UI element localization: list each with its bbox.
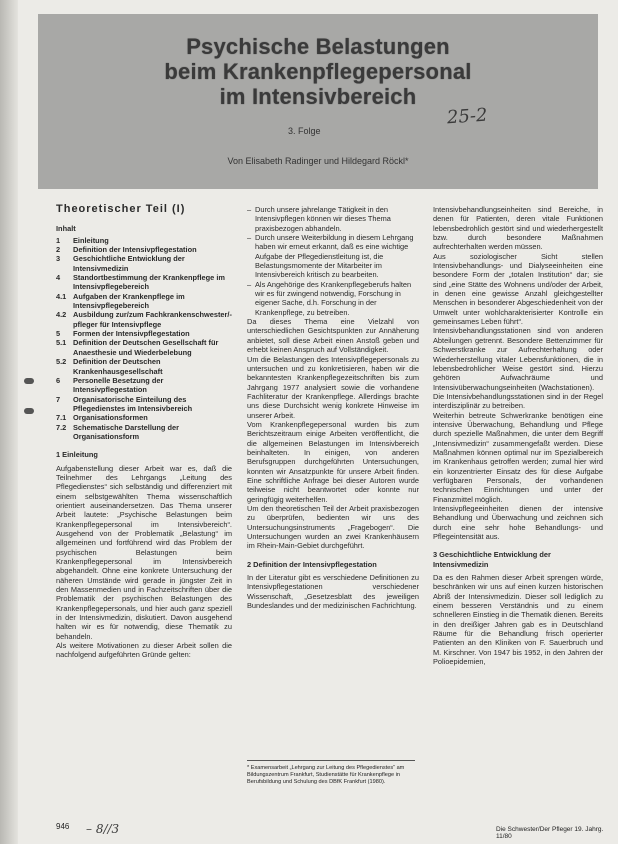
toc-number: 3	[56, 254, 61, 264]
toc-title: Definition der Deutschen Krankenhausgesellschaft	[73, 357, 163, 376]
paragraph: Die Intensivbehandlungsstationen sind in der Regel interdisziplinär zu betreiben.	[433, 391, 603, 411]
toc-title: Aufgaben der Krankenpflege im Intensivpflegebereich	[73, 291, 185, 311]
toc-entry	[56, 357, 232, 376]
toc-entry	[56, 245, 232, 254]
heading-einleitung: 1 Einleitung	[56, 450, 98, 460]
toc-number: 6	[56, 375, 61, 385]
section-heading: Theoretischer Teil (I)	[56, 203, 186, 215]
paragraph: Vom Krankenpflegepersonal wurden bis zum Berichtszeitraum einige Arbeiten veröffentlicht, die die allgemeinen Belastungen im Intensivbereich beinhalteten. In einigen, von anderen Berufsgruppen durchgeführten Untersuchungen, konnten wir Ansatzpunkte für unsere Arbeit finden. Eine schriftliche Anfrage bei dieser Autoren wurde teilweise nicht beantwortet oder konnte nur geringfügig weiterhelfen.	[247, 419, 419, 504]
toc-number: 7.2	[56, 422, 67, 432]
toc-title: Definition der Deutschen Gesellschaft für Anaesthesie und Wiederbelebung	[73, 338, 219, 357]
page-binding-shadow	[0, 0, 18, 844]
toc-number: 4.2	[56, 310, 67, 320]
toc-title: Formen der Intensivpflegestation	[73, 329, 190, 339]
hole-punch-mark	[24, 408, 34, 414]
toc-number: 1	[56, 235, 61, 245]
toc-number: 5.2	[56, 357, 67, 367]
toc-number: 4.1	[56, 291, 67, 301]
paragraph: Da es den Rahmen dieser Arbeit sprengen würde, beschränken wir uns auf einen kurzen historischen Abriß der Intensivmedizin. Dieser soll lediglich zu einem besseren Verständnis und zu einem schnelleren Einstieg in die Thematik dienen. Bereits in den dreißiger Jahren gab es in Deutschland Räume für die Behandlung frisch operierter Patienten an den Kliniken von F. Sauerbruch und M. Kirschner. Von 1947 bis 1952, in den Jahren der Polioepidemien,	[433, 573, 603, 667]
toc-title: Organisatorische Einteilung des Pflegedienstes im Intensivbereich	[73, 394, 193, 413]
authors-line: Von Elisabeth Radinger und Hildegard Röckl*	[227, 156, 409, 166]
toc-number: 4	[56, 273, 61, 283]
heading-geschichte: 3 Geschichtliche Entwicklung der Intensivmedizin	[433, 550, 551, 569]
paragraph: Da dieses Thema eine Vielzahl von unterschiedlichen Gesichtspunkten zur Annäherung anbietet, soll diese Arbeit einen Anstoß geben und erhebt keinen Anspruch auf Vollständigkeit.	[247, 317, 419, 355]
paragraph: Intensivbehandlungseinheiten sind Bereiche, in denen für Patienten, deren vitale Funktionen lebensbedrohlich gestört sind und wiederhergestellt bzw. durch besondere Maßnahmen aufrechterhalten werden müssen.	[433, 205, 603, 252]
toc-title: Organisationsformen	[73, 413, 148, 423]
toc-entry	[56, 254, 232, 273]
series-part: 3. Folge	[288, 126, 321, 136]
toc-title: Schematische Darstellung der Organisationsform	[73, 422, 179, 441]
toc-entry	[56, 423, 232, 442]
column-3	[433, 205, 603, 667]
paragraph: Als weitere Motivationen zu dieser Arbeit sollen die nachfolgend aufgeführten Gründe gelten:	[56, 641, 232, 660]
toc-title: Standortbestimmung der Krankenpflege im Intensivpflegebereich	[73, 273, 225, 292]
column-2	[247, 205, 419, 610]
contents-heading: Inhalt	[56, 224, 76, 234]
table-of-contents	[56, 236, 232, 442]
toc-title: Geschichtliche Entwicklung der Intensivmedizin	[73, 254, 185, 273]
hole-punch-mark	[24, 378, 34, 384]
handwritten-page-note: – 8//3	[86, 822, 120, 836]
toc-entry	[56, 329, 232, 338]
list-item: – Durch unsere jahrelange Tätigkeit in den Intensivpflegen können wir dieses Thema praxisbezogen abhandeln.	[247, 205, 391, 233]
heading-definition: 2 Definition der Intensivpflegestation	[247, 559, 377, 569]
article-header	[38, 14, 598, 189]
toc-entry	[56, 395, 232, 414]
toc-entry	[56, 292, 232, 311]
toc-entry	[56, 310, 232, 329]
toc-title: Personelle Besetzung der Intensivpflegestation	[73, 375, 164, 395]
toc-entry	[56, 236, 232, 245]
title-line-2: beim Krankenpflegepersonal	[164, 59, 472, 84]
paragraph: Aufgabenstellung dieser Arbeit war es, daß die Teilnehmer des Lehrgangs „Leitung des Pflegedienstes“ sich selbständig und differenziert mit einem selbstgewählten Thema wissenschaftlich orientiert auseinandersetzen. Das Thema unserer Arbeit lautete: „Psychische Belastungen beim Krankenpflegepersonal im Intensivbereich“. Ausgehend von der Problematik „Belastung“ im allgemeinen und fortführend wird das Problem der psychischen Belastungen beim Krankenpflegepersonal im Intensivbereich abgehandelt. Ohne eine konkrete Untersuchung der näheren Umstände wird gerade in jüngster Zeit in den Massenmedien und in Fachzeitschriften über die Problematik der psychischen Belastungen des Krankenpflegepersonals, und hier auch ganz speziell in der Intensivmedizin, diskutiert. Davon ausgehend halten wir es für notwendig, diese Thematik zu behandeln.	[56, 463, 232, 641]
paragraph: Intensivbehandlungsstationen sind von anderen Abteilungen getrennt. Besondere Bettenzimmer für Schwerstkranke zur Aufrechterhaltung oder Wiederherstellung vitaler Lebensfunktionen, die in lebensbedrohlicher Weise gestört sind. Hierzu gehören Aufwachräume und Intensivüberwachungseinheiten (Wachstationen).	[433, 326, 603, 392]
toc-entry	[56, 338, 232, 357]
toc-number: 7.1	[56, 413, 67, 423]
footnote: * Examensarbeit „Lehrgang zur Leitung des Pflegedienstes“ am Bildungszentrum Frankfurt, Studienstätte für Krankenpflege in Berufsbildung und Schulung des DBfK Frankfurt (1980).	[247, 760, 415, 786]
list-item: – Als Angehörige des Krankenpflegeberufs halten wir es für zwingend notwendig, Forschung in eigener Sache, d.h. Forschung in der Krankenpflege, zu betreiben.	[247, 279, 412, 317]
toc-title: Einleitung	[73, 235, 109, 245]
article-title	[38, 34, 598, 109]
toc-number: 5.1	[56, 338, 67, 348]
toc-entry	[56, 376, 232, 395]
paragraph: Um die Belastungen des Intensivpflegepersonals zu untersuchen und zu konkretisieren, haben wir die bekanntesten Krankenpflegezeitschriften bis zum Jahrgang 1977 analysiert sowie die vorhandene Fachliteratur der Krankenpflege. Allerdings brachte uns diese Durchsicht wenig konkrete Hinweise im unserer Arbeit.	[247, 354, 419, 420]
toc-title: Ausbildung zur/zum Fachkrankenschwester/-pfleger für Intensivpflege	[73, 310, 232, 329]
toc-number: 5	[56, 329, 61, 339]
handwritten-note: 25-2	[446, 104, 489, 129]
toc-entry	[56, 273, 232, 292]
paragraph: Aus soziologischer Sicht stellen Intensivbehandlungs- und Dialyseeinheiten eine besondere Form der „totalen Institution“ dar; sie sind „eine Stätte des Wohnens und/oder der Arbeit, in denen eine gewisse Anzahl gleichgestellter Menschen in besonderer Abgeschiedenheit von der Umwelt unter wohlcharakterisierter Kontrolle ein gemeinsames Leben führt“.	[433, 251, 603, 327]
paragraph: Intensivpflegeeinheiten dienen der intensive Behandlung und Überwachung und zeichnen sich durch eine sehr hohe Behandlungs- und Pflegeintensität aus.	[433, 504, 603, 542]
toc-title: Definition der Intensivpflegestation	[73, 245, 197, 255]
paragraph: Weiterhin betreute Schwerkranke benötigen eine intensive Überwachung, Behandlung und Pflege durch spezielle Maßnahmen, die unter dem Begriff „Intensivmedizin“ zusammengefaßt werden. Diese Maßnahmen können optimal nur im Spezialbereich im Krankenhaus getroffen werden; zumal hier wird ein konzentrierter Einsatz des für diese Aufgabe verfügbaren Personals, der vorhandenen technischen Einrichtungen und unter der Finanzmittel möglich.	[433, 410, 603, 504]
title-line-3: im Intensivbereich	[219, 84, 417, 109]
column-1	[56, 205, 232, 660]
list-item: – Durch unsere Weiterbildung in diesem Lehrgang haben wir erneut erkannt, daß es eine wichtige Aufgabe der Pflegedienstleitung ist, die Belastungsmomente der Mitarbeiter im Intensivbereich kritisch zu bearbeiten.	[247, 233, 414, 280]
toc-number: 2	[56, 245, 61, 255]
page-number: 946	[56, 822, 70, 831]
paragraph: Um den theoretischen Teil der Arbeit praxisbezogen zu überprüfen, bedienten wir uns des Untersuchungsinstruments „Fragebogen“. Die Untersuchungen wurden an zwei Krankenhäusern im Rhein-Main-Gebiet durchgeführt.	[247, 504, 419, 551]
paragraph: In der Literatur gibt es verschiedene Definitionen zu Intensivpflegestationen verschiedener Wissenschaft, „Gesetzesblatt des jeweiligen Bundeslandes und der medizinischen Fachrichtung.	[247, 573, 419, 611]
toc-entry	[56, 413, 232, 422]
toc-number: 7	[56, 394, 61, 404]
journal-footer: Die Schwester/Der Pfleger 19. Jahrg. 11/80	[496, 826, 604, 840]
title-line-1: Psychische Belastungen	[186, 34, 450, 59]
